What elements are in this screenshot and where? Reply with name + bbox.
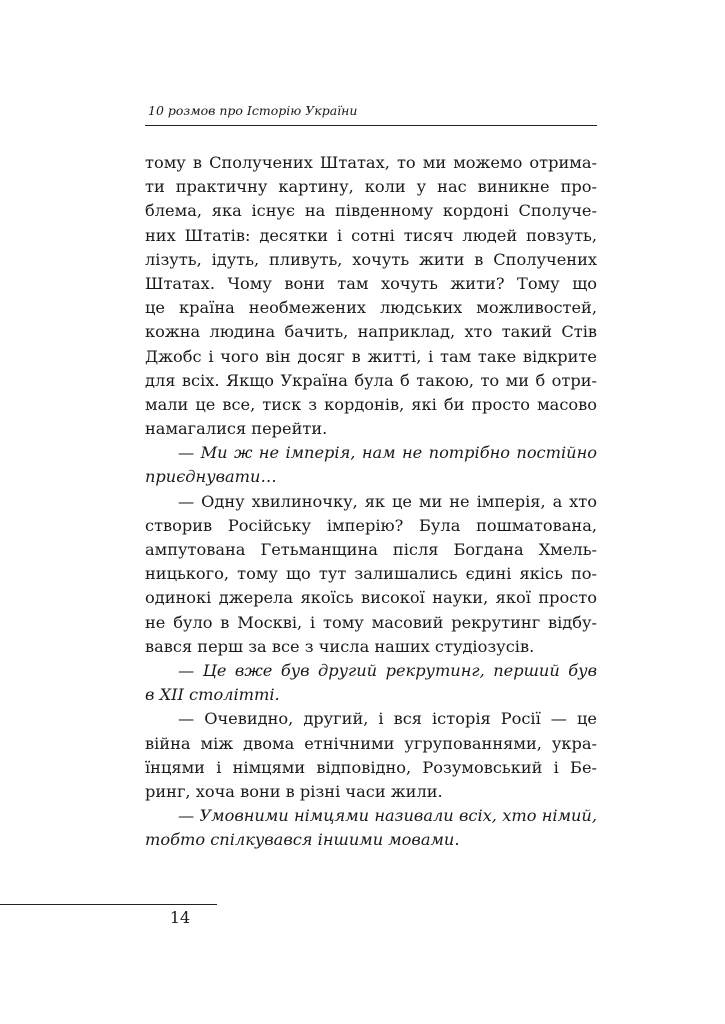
text-line: війна між двома етнічними угрупованнями, укра- — [145, 733, 597, 753]
text-line: — Очевидно, другий, і вся історія Росії — це — [178, 709, 597, 729]
interviewer-question: — Умовними німцями називали всіх, хто німий, — [178, 806, 597, 826]
text-line: не було в Москві, і тому масовий рекрутинг відбу- — [145, 612, 597, 632]
interviewer-question: — Ми ж не імперія, нам не потрібно постійно — [178, 443, 597, 463]
text-line: лізуть, ідуть, пливуть, хочуть жити в Сполучених — [145, 249, 597, 269]
text-line: ницького, тому що тут залишались єдині якісь по- — [145, 564, 597, 584]
body-text — [145, 151, 597, 852]
text-line: Джобс і чого він досяг в житті, і там таке відкрите — [145, 346, 597, 366]
footer-rule — [0, 904, 217, 905]
text-line: кожна людина бачить, наприклад, хто такий Стів — [145, 322, 597, 342]
text-line: їнцями і німцями відповідно, Розумовський і Бе- — [145, 757, 597, 777]
interviewer-question: тобто спілкувався іншими мовами. — [145, 830, 460, 850]
interviewer-question: приєднувати… — [145, 467, 277, 487]
running-header-title: 10 розмов про Історію України — [148, 103, 358, 118]
text-line: ти практичну картину, коли у нас виникне про- — [145, 177, 597, 197]
text-line: блема, яка існує на південному кордоні Сполуче- — [145, 201, 597, 221]
interviewer-question: — Це вже був другий рекрутинг, перший був — [178, 660, 597, 680]
text-line: намагалися перейти. — [145, 419, 328, 439]
text-line: одинокі джерела якоїсь високої науки, якої просто — [145, 588, 597, 608]
header-rule — [145, 125, 597, 126]
text-line: — Одну хвилиночку, як це ми не імперія, а хто — [178, 491, 597, 511]
text-line: це країна необмежених людських можливостей, — [145, 298, 597, 318]
interviewer-question: в XII столітті. — [145, 685, 280, 705]
text-line: них Штатів: десятки і сотні тисяч людей повзуть, — [145, 225, 597, 245]
text-line: для всіх. Якщо Україна була б такою, то ми б отри- — [145, 370, 597, 390]
text-line: ампутована Гетьманщина після Богдана Хмель- — [145, 540, 597, 559]
text-line: мали це все, тиск з кордонів, які би просто масово — [145, 394, 597, 414]
page-number: 14 — [169, 908, 191, 927]
text-line: тому в Сполучених Штатах, то ми можемо отрима- — [145, 153, 597, 172]
text-line: створив Російську імперію? Була пошматована, — [145, 515, 597, 535]
text-line: вався перш за все з числа наших студіозусів. — [145, 636, 535, 656]
text-line: ринг, хоча вони в різні часи жили. — [145, 781, 443, 801]
text-line: Штатах. Чому вони там хочуть жити? Тому що — [145, 273, 597, 293]
